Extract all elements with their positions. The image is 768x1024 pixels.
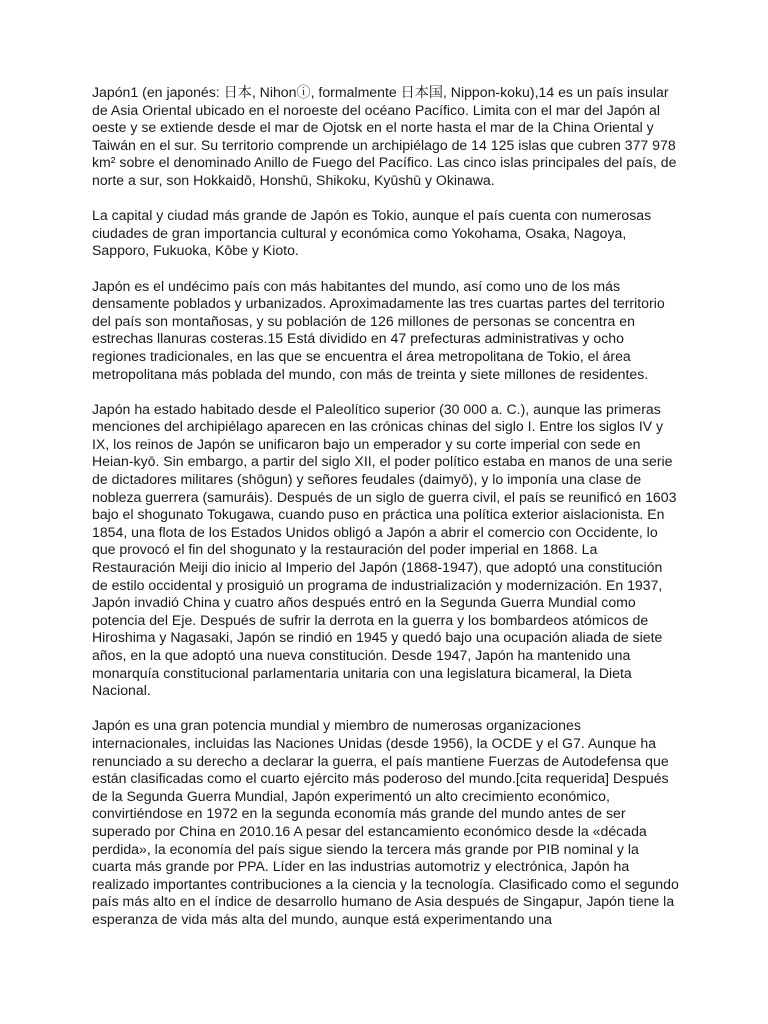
paragraph-intro: Japón1 (en japonés: 日本, Nihonⓘ, formalmente 日本国, Nippon-koku),14 es un país insular de Asia Oriental ubicado en el noroeste del océano Pacífico. Limita con el mar del Japón al oeste y se extiende desde el mar de Ojotsk en el norte hasta el mar de la China Oriental y Taiwán en el sur. Su territorio comprende un archipiélago de 14 125 islas que cubren 377 978 km² sobre el denominado Anillo de Fuego del Pacífico. Las cinco islas principales del país, de norte a sur, son Hokkaidō, Honshū, Shikoku, Kyūshū y Okinawa. xyxy=(92,84,677,188)
paragraph-economy: Japón es una gran potencia mundial y miembro de numerosas organizaciones internacionales, incluidas las Naciones Unidas (desde 1956), la OCDE y el G7. Aunque ha renunciado a su derecho a declarar la guerra, el país mantiene Fuerzas de Autodefensa que están clasificadas como el cuarto ejército más poderoso del mundo.[cita requerida] Después de la Segunda Guerra Mundial, Japón experimentó un alto crecimiento económico, convirtiéndose en 1972 en la segunda economía más grande del mundo antes de ser superado por China en 2010.16 A pesar del estancamiento económico desde la «década perdida», la economía del país sigue siendo la tercera más grande por PIB nominal y la cuarta más grande por PPA. Líder en las industrias automotriz y electrónica, Japón ha realizado importantes contribuciones a la ciencia y la tecnología. Clasificado como el segundo país más alto en el índice de desarrollo humano de Asia después de Singapur, Japón tiene la esperanza de vida más alta del mundo, aunque está experimentando una xyxy=(92,717,679,927)
paragraph-population: Japón es el undécimo país con más habitantes del mundo, así como uno de los más densamente poblados y urbanizados. Aproximadamente las tres cuartas partes del territorio del país son montañosas, y su población de 126 millones de personas se concentra en estrechas llanuras costeras.15 Está dividido en 47 prefecturas administrativas y ocho regiones tradicionales, en las que se encuentra el área metropolitana de Tokio, el área metropolitana más poblada del mundo, con más de treinta y siete millones de residentes. xyxy=(92,277,665,382)
document-body xyxy=(92,84,680,946)
paragraph-capital: La capital y ciudad más grande de Japón es Tokio, aunque el país cuenta con numerosas ciudades de gran importancia cultural y económica como Yokohama, Osaka, Nagoya, Sapporo, Fukuoka, Kōbe y Kioto. xyxy=(92,207,652,259)
paragraph-history: Japón ha estado habitado desde el Paleolítico superior (30 000 a. C.), aunque las primeras menciones del archipiélago aparecen en las crónicas chinas del siglo I. Entre los siglos IV y IX, los reinos de Japón se unificaron bajo un emperador y su corte imperial con sede en Heian-kyō. Sin embargo, a partir del siglo XII, el poder político estaba en manos de una serie de dictadores militares (shōgun) y señores feudales (daimyō), y lo imponía una clase de nobleza guerrera (samuráis). Después de un siglo de guerra civil, el país se reunificó en 1603 bajo el shogunato Tokugawa, cuando puso en práctica una política exterior aislacionista. En 1854, una flota de los Estados Unidos obligó a Japón a abrir el comercio con Occidente, lo que provocó el fin del shogunato y la restauración del poder imperial en 1868. La Restauración Meiji dio inicio al Imperio del Japón (1868-1947), que adoptó una constitución de estilo occidental y prosiguió un programa de industrialización y modernización. En 1937, Japón invadió China y cuatro años después entró en la Segunda Guerra Mundial como potencia del Eje. Después de sufrir la derrota en la guerra y los bombardeos atómicos de Hiroshima y Nagasaki, Japón se rindió en 1945 y quedó bajo una ocupación aliada de siete años, en la que adoptó una nueva constitución. Desde 1947, Japón ha mantenido una monarquía constitucional parlamentaria unitaria con una legislatura bicameral, la Dieta Nacional. xyxy=(92,400,677,699)
